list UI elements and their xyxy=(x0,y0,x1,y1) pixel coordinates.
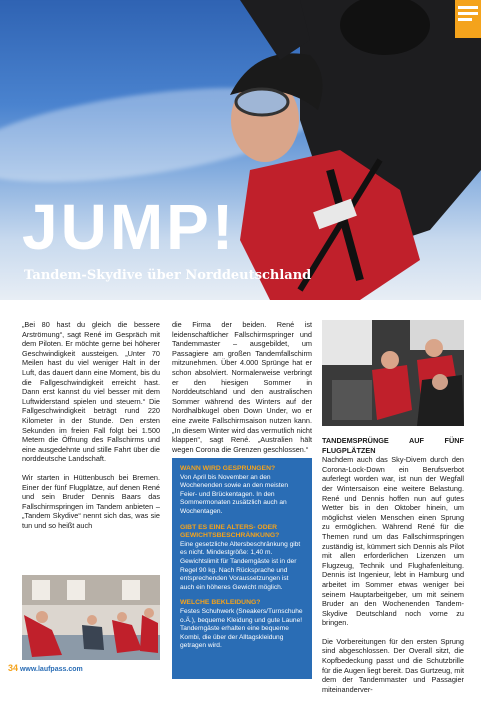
paragraph: die Firma der beiden. René ist leidenschaftlicher Fallschirmspringer und Tandemmaster – ausgebildet, um Passagiere am großen Tandemfallschirm mitzunehmen. Über 4.000 Sprünge hat er schon absolviert. Normalerweise verbringt er den hiesigen Sommer in Norddeutschland und den australischen Sommer während des Winters auf der Nordhalbkugel oben Down Under, wo er eine zweite Fallschirmsaison nutzen kann. „In diesem Winter wird das vermutlich nicht klappen“, sagt René. „Australien hält wegen Corona die Grenzen geschlossen.“ xyxy=(172,320,312,454)
paragraph: „Bei 80 hast du gleich die bessere Arströmung“, sagt René im Gespräch mit dem Piloten. Er möchte gerne bei höherer Geschwindigkeit aussteigen. „Unter 70 Meilen hast du viel weniger Halt in der Luft, das dauert dann eine Moment, bis du die Fallgeschwindigkeit erreicht hast. Dann erst kannst du viel besser mit dem Luftwiderstand spielen und steuern.“ Die Fallgeschwindigkeit beträgt rund 220 Kilometer in der Stunde. Den ersten Sekunden im freien Fall folgt bei 1.500 Metern die Öffnung des Fallschirms und eine ausgedehnte und stille Fahrt über die norddeutsche Landschaft. xyxy=(22,320,160,464)
article-column-3 xyxy=(322,436,464,703)
section-heading: TANDEMSPRÜNGE AUF FÜNF FLUGPLÄTZEN xyxy=(322,436,464,455)
info-answer: Festes Schuhwerk (Sneakers/Turnschuhe o.Ä.), bequeme Kleidung und gute Laune! Tandemgäste erhalten eine bequeme Kombi, die über der Alltagskleidung getragen wird. xyxy=(180,607,303,650)
info-answer: Von April bis November an den Wochenenden sowie an den meisten Feier- und Brückentagen. In den Sommermonaten zusätzlich auch an Wochentagen. xyxy=(180,473,289,515)
paragraph: Die Vorbereitungen für den ersten Sprung sind abgeschlossen. Der Overall sitzt, die Kopfbedeckung passt und die Schutzbrille für die Augen liegt bereit. Das Gurtzeug, mit dem der Tandemmaster und Passagier miteinanderver- xyxy=(322,636,464,694)
article-column-1 xyxy=(22,320,160,539)
laufpass-logo xyxy=(455,0,481,38)
team-photo xyxy=(22,575,160,660)
page-subtitle: Tandem-Skydive über Norddeutschland xyxy=(24,268,312,283)
hero-photo xyxy=(0,0,481,300)
article-column-2 xyxy=(172,320,312,463)
airplane-interior-photo xyxy=(322,320,464,426)
page-number: 34 xyxy=(8,663,19,673)
info-answer: Eine gesetzliche Altersbeschränkung gibt es nicht. Mindestgröße: 1,40 m. Gewichtslimit für Tandemgäste ist in der Regel 90 kg. Nach Rücksprache und entsprechenden Voraussetzungen ist auch ein höheres Gewicht möglich. xyxy=(180,540,301,591)
team-photo-illustration xyxy=(22,575,160,660)
page-footer xyxy=(8,663,83,673)
website-link[interactable]: www.laufpass.com xyxy=(19,666,83,673)
airplane-interior-illustration xyxy=(322,320,464,426)
page-title: JUMP! xyxy=(22,191,237,263)
info-box xyxy=(172,458,312,679)
paragraph: Wir starten in Hüttenbusch bei Bremen. Einer der fünf Flugplätze, auf denen René und sein Bruder Dennis Baars das Fallschirmspringen im Tandem anbieten – „Tandem Skydive“ nennt sich das, was sie tun und so heißt auch xyxy=(22,472,160,530)
info-question: GIBT ES EINE ALTERS- ODER GEWICHTSBESCHRÄNKUNG? xyxy=(180,523,280,540)
info-question: WELCHE BEKLEIDUNG? xyxy=(180,599,261,607)
info-question: WANN WIRD GESPRUNGEN? xyxy=(180,465,276,472)
paragraph: Nachdem auch das Sky-Divem durch den Corona-Lock-Down ein Berufsverbot auferlegt worden war, ist nun der Wegfall der Wintersaison eine weitere Belastung. René und Dennis hoffen nun auf gutes Wetter bis in den Oktober hinein, um möglichst vielen Menschen einen Sprung zu ermöglichen. Während René für die Themen rund um das Fallschirmspringen zuständig ist, kümmert sich Dennis als Pilot mit allen erforderlichen Lizenzen um Flugzeug, Technik und Flughafenleitung. Dennis ist Ingenieur, lebt in Hamburg und arbeitet im Sommer etwas weniger bei seinem Hauptarbeitgeber, um mit seinem Bruder an den Wochenenden Tandem-Skydive Deutschland noch vorne zu bringen. xyxy=(322,455,464,628)
